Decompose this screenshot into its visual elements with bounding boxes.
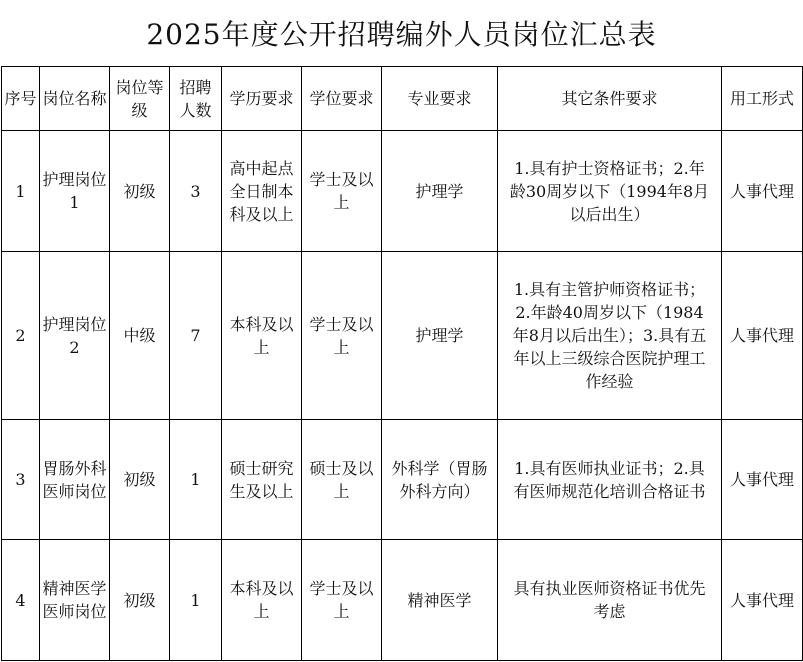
cell-seq[interactable]: 3	[2, 420, 40, 540]
cell-seq[interactable]: 1	[2, 131, 40, 252]
cell-other[interactable]: 1.具有护士资格证书；2.年龄30周岁以下（1994年8月以后出生）	[498, 131, 722, 252]
cell-name[interactable]: 护理岗位1	[40, 131, 110, 252]
header-seq[interactable]: 序号	[2, 67, 40, 131]
cell-name[interactable]: 精神医学医师岗位	[40, 540, 110, 661]
cell-education[interactable]: 本科及以上	[222, 252, 302, 420]
table-row	[2, 420, 803, 540]
table-title: 2025年度公开招聘编外人员岗位汇总表	[146, 18, 657, 51]
cell-degree[interactable]: 学士及以上	[302, 540, 382, 661]
table-row	[2, 540, 803, 661]
cell-level[interactable]: 中级	[110, 252, 170, 420]
cell-major[interactable]: 精神医学	[382, 540, 498, 661]
cell-major[interactable]: 护理学	[382, 131, 498, 252]
cell-count[interactable]: 1	[170, 420, 222, 540]
cell-other[interactable]: 1.具有医师执业证书；2.具有医师规范化培训合格证书	[498, 420, 722, 540]
header-degree[interactable]: 学位要求	[302, 67, 382, 131]
header-major[interactable]: 专业要求	[382, 67, 498, 131]
cell-count[interactable]: 7	[170, 252, 222, 420]
cell-seq[interactable]: 4	[2, 540, 40, 661]
cell-employment[interactable]: 人事代理	[722, 420, 803, 540]
cell-employment[interactable]: 人事代理	[722, 131, 803, 252]
positions-table	[1, 66, 803, 661]
cell-degree[interactable]: 硕士及以上	[302, 420, 382, 540]
cell-education[interactable]: 本科及以上	[222, 540, 302, 661]
header-name[interactable]: 岗位名称	[40, 67, 110, 131]
cell-other[interactable]: 1.具有主管护师资格证书；2.年龄40周岁以下（1984年8月以后出生）；3.具有五年以上三级综合医院护理工作经验	[498, 252, 722, 420]
cell-level[interactable]: 初级	[110, 131, 170, 252]
cell-degree[interactable]: 学士及以上	[302, 252, 382, 420]
cell-education[interactable]: 硕士研究生及以上	[222, 420, 302, 540]
header-count[interactable]: 招聘人数	[170, 67, 222, 131]
header-other[interactable]: 其它条件要求	[498, 67, 722, 131]
header-education[interactable]: 学历要求	[222, 67, 302, 131]
cell-name[interactable]: 胃肠外科医师岗位	[40, 420, 110, 540]
header-level[interactable]: 岗位等级	[110, 67, 170, 131]
cell-name[interactable]: 护理岗位2	[40, 252, 110, 420]
header-row	[2, 67, 803, 131]
cell-seq[interactable]: 2	[2, 252, 40, 420]
table-row	[2, 252, 803, 420]
cell-level[interactable]: 初级	[110, 540, 170, 661]
cell-degree[interactable]: 学士及以上	[302, 131, 382, 252]
cell-employment[interactable]: 人事代理	[722, 252, 803, 420]
table-row	[2, 131, 803, 252]
header-employment[interactable]: 用工形式	[722, 67, 803, 131]
cell-major[interactable]: 外科学（胃肠外科方向）	[382, 420, 498, 540]
cell-other[interactable]: 具有执业医师资格证书优先考虑	[498, 540, 722, 661]
cell-education[interactable]: 高中起点全日制本科及以上	[222, 131, 302, 252]
cell-count[interactable]: 3	[170, 131, 222, 252]
cell-employment[interactable]: 人事代理	[722, 540, 803, 661]
cell-level[interactable]: 初级	[110, 420, 170, 540]
cell-major[interactable]: 护理学	[382, 252, 498, 420]
cell-count[interactable]: 1	[170, 540, 222, 661]
